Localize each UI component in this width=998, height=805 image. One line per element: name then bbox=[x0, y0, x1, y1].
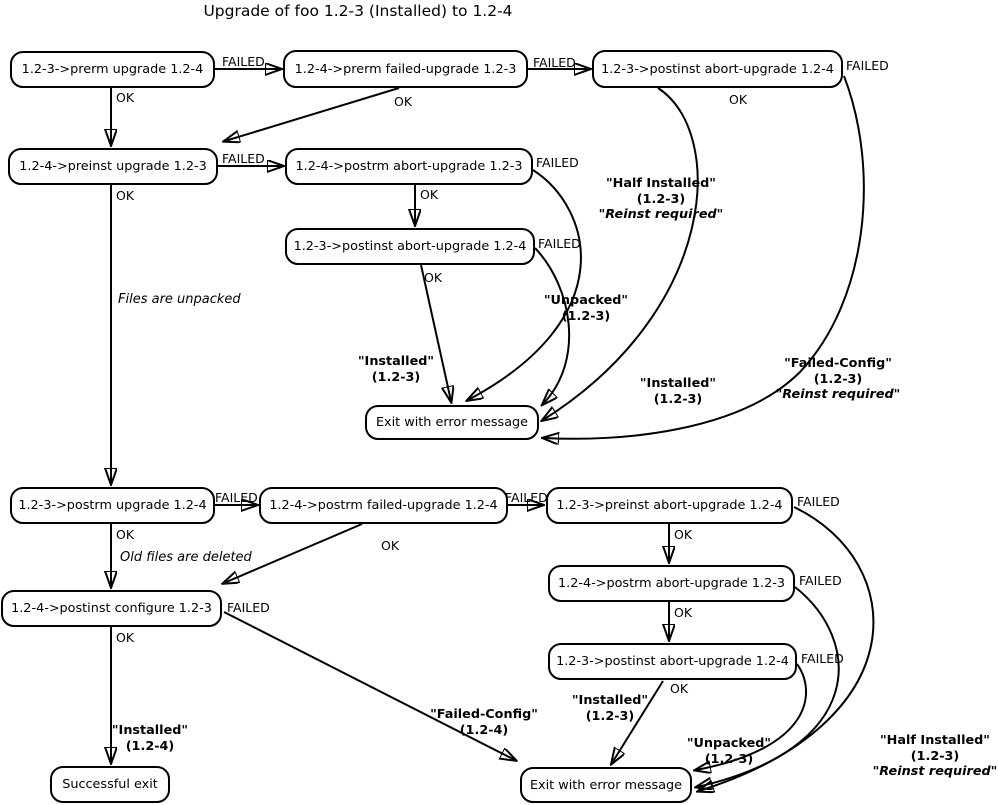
node-label: 1.2-3->preinst abort-upgrade 1.2-4 bbox=[556, 498, 783, 513]
node-label: Exit with error message bbox=[529, 777, 683, 793]
edge-label-ok: OK bbox=[116, 90, 135, 105]
node-label: 1.2-4->postinst configure 1.2-3 bbox=[11, 601, 212, 616]
state-unpacked-mid bbox=[536, 293, 636, 324]
state-name: "Installed" bbox=[111, 723, 189, 738]
edge-label-failed: FAILED bbox=[536, 155, 579, 170]
edge-label-failed: FAILED bbox=[538, 236, 581, 251]
state-name: "Half Installed" bbox=[880, 733, 990, 748]
state-name: "Unpacked" bbox=[686, 736, 772, 751]
node-label: 1.2-4->postrm abort-upgrade 1.2-3 bbox=[558, 576, 785, 591]
edge-label-failed: FAILED bbox=[797, 494, 840, 509]
state-reinst-required: "Reinst required" bbox=[872, 764, 998, 779]
edge-label-ok: OK bbox=[394, 94, 413, 109]
edge-label-failed: FAILED bbox=[215, 490, 258, 505]
node-label: 1.2-4->postrm failed-upgrade 1.2-4 bbox=[269, 498, 498, 513]
node-successful-exit bbox=[50, 766, 170, 803]
node-exit-error-top bbox=[365, 405, 539, 440]
state-name: "Failed-Config" bbox=[430, 707, 538, 722]
state-failed-config-bottom bbox=[424, 707, 544, 738]
edge-label-failed: FAILED bbox=[846, 58, 889, 73]
edge-label-ok: OK bbox=[424, 270, 443, 285]
node-label: 1.2-3->postinst abort-upgrade 1.2-4 bbox=[556, 654, 789, 669]
state-name: "Half Installed" bbox=[606, 176, 716, 191]
node-preinst-upgrade bbox=[8, 148, 218, 185]
state-name: "Installed" bbox=[639, 376, 717, 391]
diagram-title: Upgrade of foo 1.2-3 (Installed) to 1.2-4 bbox=[203, 2, 513, 20]
state-installed-bottom-mid bbox=[560, 693, 660, 724]
state-installed-bottom-left bbox=[100, 723, 200, 754]
node-postinst-abort-upgrade-mid bbox=[285, 228, 535, 265]
node-postinst-abort-upgrade-bottom bbox=[548, 643, 797, 680]
edge-label-ok: OK bbox=[729, 92, 748, 107]
node-exit-error-bottom bbox=[520, 767, 692, 803]
node-postinst-configure bbox=[1, 590, 222, 627]
state-failed-config-mid bbox=[758, 356, 918, 403]
node-label: 1.2-3->postrm upgrade 1.2-4 bbox=[18, 498, 207, 513]
node-postrm-abort-upgrade-mid bbox=[285, 148, 533, 185]
state-version: (1.2-3) bbox=[704, 751, 754, 767]
state-reinst-required: "Reinst required" bbox=[775, 387, 901, 402]
node-label: 1.2-3->prerm upgrade 1.2-4 bbox=[21, 62, 204, 77]
edge-label-ok: OK bbox=[670, 681, 689, 696]
edge-label-ok: OK bbox=[116, 630, 135, 645]
node-postrm-abort-upgrade-bottom bbox=[548, 565, 795, 602]
edge-label-ok: OK bbox=[116, 527, 135, 542]
node-label: 1.2-3->postinst abort-upgrade 1.2-4 bbox=[293, 239, 527, 254]
edge-label-ok: OK bbox=[420, 187, 439, 202]
edge-label-ok: OK bbox=[674, 527, 693, 542]
node-label: 1.2-4->prerm failed-upgrade 1.2-3 bbox=[294, 61, 517, 77]
node-label: 1.2-4->preinst upgrade 1.2-3 bbox=[19, 159, 207, 174]
state-name: "Installed" bbox=[571, 693, 649, 708]
node-label: 1.2-3->postinst abort-upgrade 1.2-4 bbox=[601, 61, 834, 77]
state-version: (1.2-3) bbox=[636, 191, 686, 207]
state-version: (1.2-3) bbox=[910, 748, 960, 764]
state-installed-mid-right bbox=[628, 376, 728, 407]
state-name: "Unpacked" bbox=[543, 293, 629, 308]
edge-label-failed: FAILED bbox=[227, 600, 270, 615]
node-label: 1.2-4->postrm abort-upgrade 1.2-3 bbox=[295, 159, 523, 174]
edge-label-failed: FAILED bbox=[801, 651, 844, 666]
node-postinst-abort-upgrade-top bbox=[592, 50, 843, 88]
node-postrm-upgrade bbox=[10, 487, 215, 524]
edge-label-ok: OK bbox=[381, 538, 400, 553]
state-name: "Installed" bbox=[357, 354, 435, 369]
state-version: (1.2-3) bbox=[585, 708, 635, 724]
state-version: (1.2-3) bbox=[371, 369, 421, 385]
state-name: "Failed-Config" bbox=[784, 356, 892, 371]
node-prerm-failed-upgrade bbox=[283, 50, 528, 88]
annotation-old-files-deleted: Old files are deleted bbox=[120, 550, 252, 565]
state-half-installed-bottom bbox=[855, 733, 998, 780]
edge-label-ok: OK bbox=[674, 605, 693, 620]
state-version: (1.2-3) bbox=[813, 371, 863, 387]
state-version: (1.2-3) bbox=[561, 308, 611, 324]
node-prerm-upgrade bbox=[10, 51, 215, 88]
edge-label-failed: FAILED bbox=[222, 54, 265, 69]
annotation-files-unpacked: Files are unpacked bbox=[118, 292, 241, 307]
state-half-installed-mid bbox=[581, 176, 741, 223]
node-label: Successful exit bbox=[62, 777, 158, 792]
node-postrm-failed-upgrade bbox=[259, 487, 508, 524]
edge-label-failed: FAILED bbox=[505, 490, 548, 505]
state-installed-mid-left bbox=[346, 354, 446, 385]
state-version: (1.2-4) bbox=[459, 722, 509, 738]
edge-label-failed: FAILED bbox=[222, 151, 265, 166]
node-label: Exit with error message bbox=[375, 415, 529, 430]
state-version: (1.2-4) bbox=[125, 738, 175, 754]
state-unpacked-bottom bbox=[679, 736, 779, 767]
state-version: (1.2-3) bbox=[653, 391, 703, 407]
edge-label-failed: FAILED bbox=[533, 55, 576, 70]
edge-label-ok: OK bbox=[116, 188, 135, 203]
node-preinst-abort-upgrade bbox=[546, 487, 793, 524]
edge-label-failed: FAILED bbox=[799, 573, 842, 588]
state-reinst-required: "Reinst required" bbox=[598, 207, 724, 222]
